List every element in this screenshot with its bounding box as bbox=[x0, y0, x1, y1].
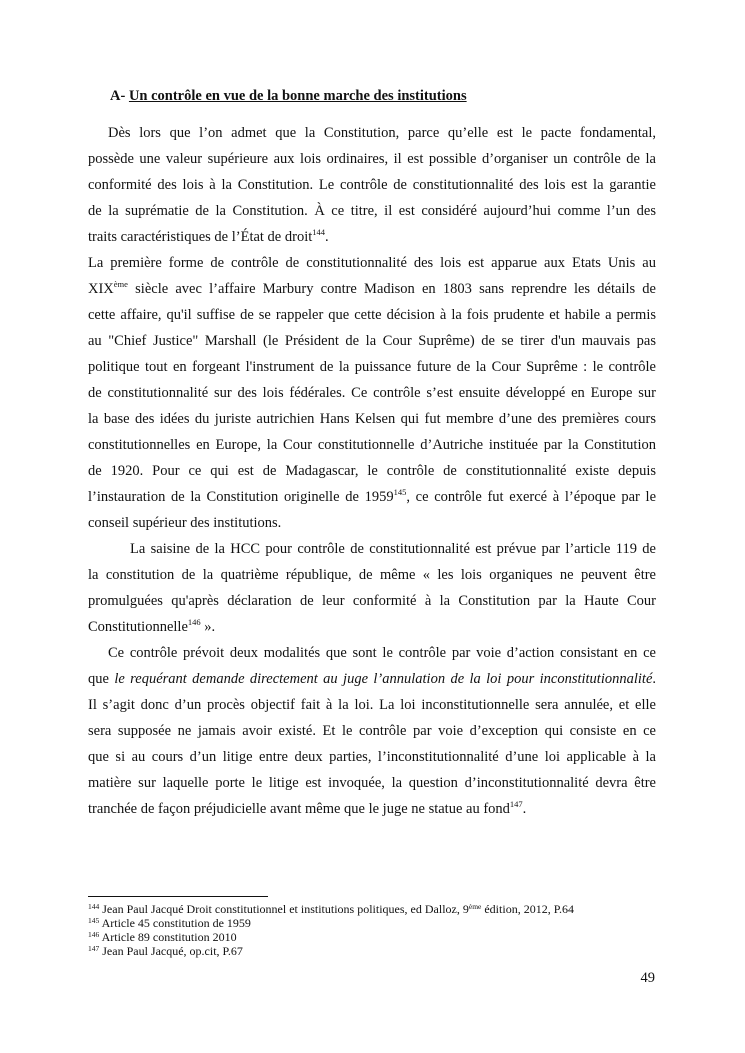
text-run: l’instauration de la Constitution originelle de 1959 bbox=[88, 489, 394, 505]
text-line bbox=[88, 250, 656, 276]
text-line bbox=[88, 640, 656, 666]
text-line bbox=[88, 796, 656, 822]
footnote-number: 145 bbox=[88, 916, 100, 925]
text-run: politique tout en forgeant l'instrument de la puissance future de la Cour Suprême : le contrôle bbox=[88, 359, 656, 375]
text-run: . bbox=[652, 671, 657, 687]
footnote-separator bbox=[88, 896, 268, 897]
text-line bbox=[88, 354, 656, 380]
text-run: La saisine de la HCC pour contrôle de constitutionnalité est prévue par l’article 119 de bbox=[130, 541, 656, 557]
text-line bbox=[88, 614, 656, 640]
superscript: 147 bbox=[509, 799, 523, 809]
text-run: Jean Paul Jacqué Droit constitutionnel et institutions politiques, ed Dalloz, 9 bbox=[99, 902, 469, 916]
footnote bbox=[88, 930, 574, 944]
superscript: 146 bbox=[187, 617, 201, 627]
text-run: sera supposée ne jamais avoir existé. Et le contrôle par voie d’exception qui consiste en ce bbox=[88, 723, 656, 739]
superscript: ème bbox=[468, 902, 482, 911]
text-run: conformité des lois à la Constitution. Le contrôle de constitutionnalité des lois est la garantie bbox=[88, 177, 656, 193]
paragraph bbox=[88, 536, 656, 640]
text-run: Article 45 constitution de 1959 bbox=[99, 916, 251, 930]
text-run: édition, 2012, P.64 bbox=[481, 902, 575, 916]
text-line bbox=[88, 172, 656, 198]
text-line bbox=[88, 146, 656, 172]
text-line bbox=[88, 744, 656, 770]
text-line bbox=[88, 432, 656, 458]
text-line bbox=[88, 536, 656, 562]
text-run: . bbox=[522, 801, 527, 817]
footnote bbox=[88, 902, 574, 916]
text-line bbox=[88, 276, 656, 302]
section-heading bbox=[110, 88, 467, 105]
text-run: Il s’agit donc d’un procès objectif fait à la loi. La loi inconstitutionnelle sera annulée, et elle bbox=[88, 697, 656, 713]
text-run: Article 89 constitution 2010 bbox=[99, 930, 237, 944]
text-run: matière sur laquelle porte le litige est invoquée, la question d’inconstitutionnalité devra être bbox=[88, 775, 656, 791]
text-run: . bbox=[325, 229, 329, 245]
text-run: que bbox=[88, 671, 115, 687]
text-run: siècle avec l’affaire Marbury contre Madison en 1803 sans reprendre les détails de bbox=[127, 281, 656, 297]
text-line bbox=[88, 406, 656, 432]
text-line bbox=[88, 224, 656, 250]
paragraph bbox=[88, 640, 656, 822]
paragraph bbox=[88, 250, 656, 536]
footnote bbox=[88, 944, 574, 958]
text-run: constitutionnelles en Europe, la Cour constitutionnelle d’Autriche instituée par la Constitution bbox=[88, 437, 656, 453]
text-run: la base des idées du juriste autrichien Hans Kelsen qui fut membre d’une des premières cours bbox=[88, 411, 656, 427]
text-line bbox=[88, 510, 656, 536]
text-line bbox=[88, 484, 656, 510]
footnote-number: 147 bbox=[88, 944, 100, 953]
text-run: de constitutionnalité sur des lois fédérales. Ce contrôle s’est ensuite développé en Europe sur bbox=[88, 385, 656, 401]
text-run: La première forme de contrôle de constitutionnalité des lois est apparue aux Etats Unis au bbox=[88, 255, 656, 271]
text-line bbox=[88, 302, 656, 328]
text-run: Jean Paul Jacqué, op.cit, P.67 bbox=[99, 944, 243, 958]
text-run: tranchée de façon préjudicielle avant même que le juge ne statue au fond bbox=[88, 801, 510, 817]
text-run: de 1920. Pour ce qui est de Madagascar, le contrôle de constitutionnalité existe depuis bbox=[88, 463, 656, 479]
text-run: ». bbox=[200, 619, 216, 635]
superscript: 144 bbox=[312, 227, 326, 237]
footnotes bbox=[88, 902, 574, 958]
superscript: 145 bbox=[393, 487, 407, 497]
text-run: , ce contrôle fut exercé à l’époque par le bbox=[406, 489, 657, 505]
text-line bbox=[88, 328, 656, 354]
text-line bbox=[88, 458, 656, 484]
text-run: traits caractéristiques de l’État de droit bbox=[88, 229, 313, 245]
text-run: la constitution de la quatrième république, de même « les lois organiques ne peuvent être bbox=[88, 567, 656, 583]
body-text bbox=[88, 120, 656, 822]
text-run: de la suprématie de la Constitution. À ce titre, il est considéré aujourd’hui comme l’un des bbox=[88, 203, 656, 219]
heading-title: Un contrôle en vue de la bonne marche des institutions bbox=[128, 88, 467, 104]
text-run: au "Chief Justice" Marshall (le Président de la Cour Suprême) de se tirer d'un mauvais pas bbox=[88, 333, 656, 349]
footnote-number: 146 bbox=[88, 930, 100, 939]
text-run: conseil supérieur des institutions. bbox=[88, 515, 282, 531]
text-line bbox=[88, 198, 656, 224]
superscript: ème bbox=[113, 279, 128, 289]
text-run: Dès lors que l’on admet que la Constitution, parce qu’elle est le pacte fondamental, bbox=[108, 125, 656, 141]
heading-prefix: A- bbox=[110, 88, 126, 104]
text-run: que si au cours d’un litige entre deux parties, l’inconstitutionnalité d’une loi applicable à la bbox=[88, 749, 656, 765]
text-line bbox=[88, 588, 656, 614]
text-run: cette affaire, qu'il suffise de se rappeler que cette décision à la fois prudente et habile a permis bbox=[88, 307, 656, 323]
footnote-number: 144 bbox=[88, 902, 100, 911]
text-line bbox=[88, 120, 656, 146]
text-run: Constitutionnelle bbox=[88, 619, 188, 635]
text-run: possède une valeur supérieure aux lois ordinaires, il est possible d’organiser un contrôle de la bbox=[88, 151, 656, 167]
text-line bbox=[88, 666, 656, 692]
text-line bbox=[88, 380, 656, 406]
paragraph bbox=[88, 120, 656, 250]
text-run: XIX bbox=[88, 281, 114, 297]
text-line bbox=[88, 562, 656, 588]
text-line bbox=[88, 770, 656, 796]
text-run: promulguées qu'après déclaration de leur conformité à la Constitution par la Haute Cour bbox=[88, 593, 656, 609]
text-line bbox=[88, 692, 656, 718]
italic-text: le requérant demande directement au juge l’annulation de la loi pour inconstitutionnalité bbox=[114, 671, 653, 687]
text-line bbox=[88, 718, 656, 744]
text-run: Ce contrôle prévoit deux modalités que sont le contrôle par voie d’action consistant en ce bbox=[108, 645, 656, 661]
page-number: 49 bbox=[640, 970, 655, 986]
footnote bbox=[88, 916, 574, 930]
